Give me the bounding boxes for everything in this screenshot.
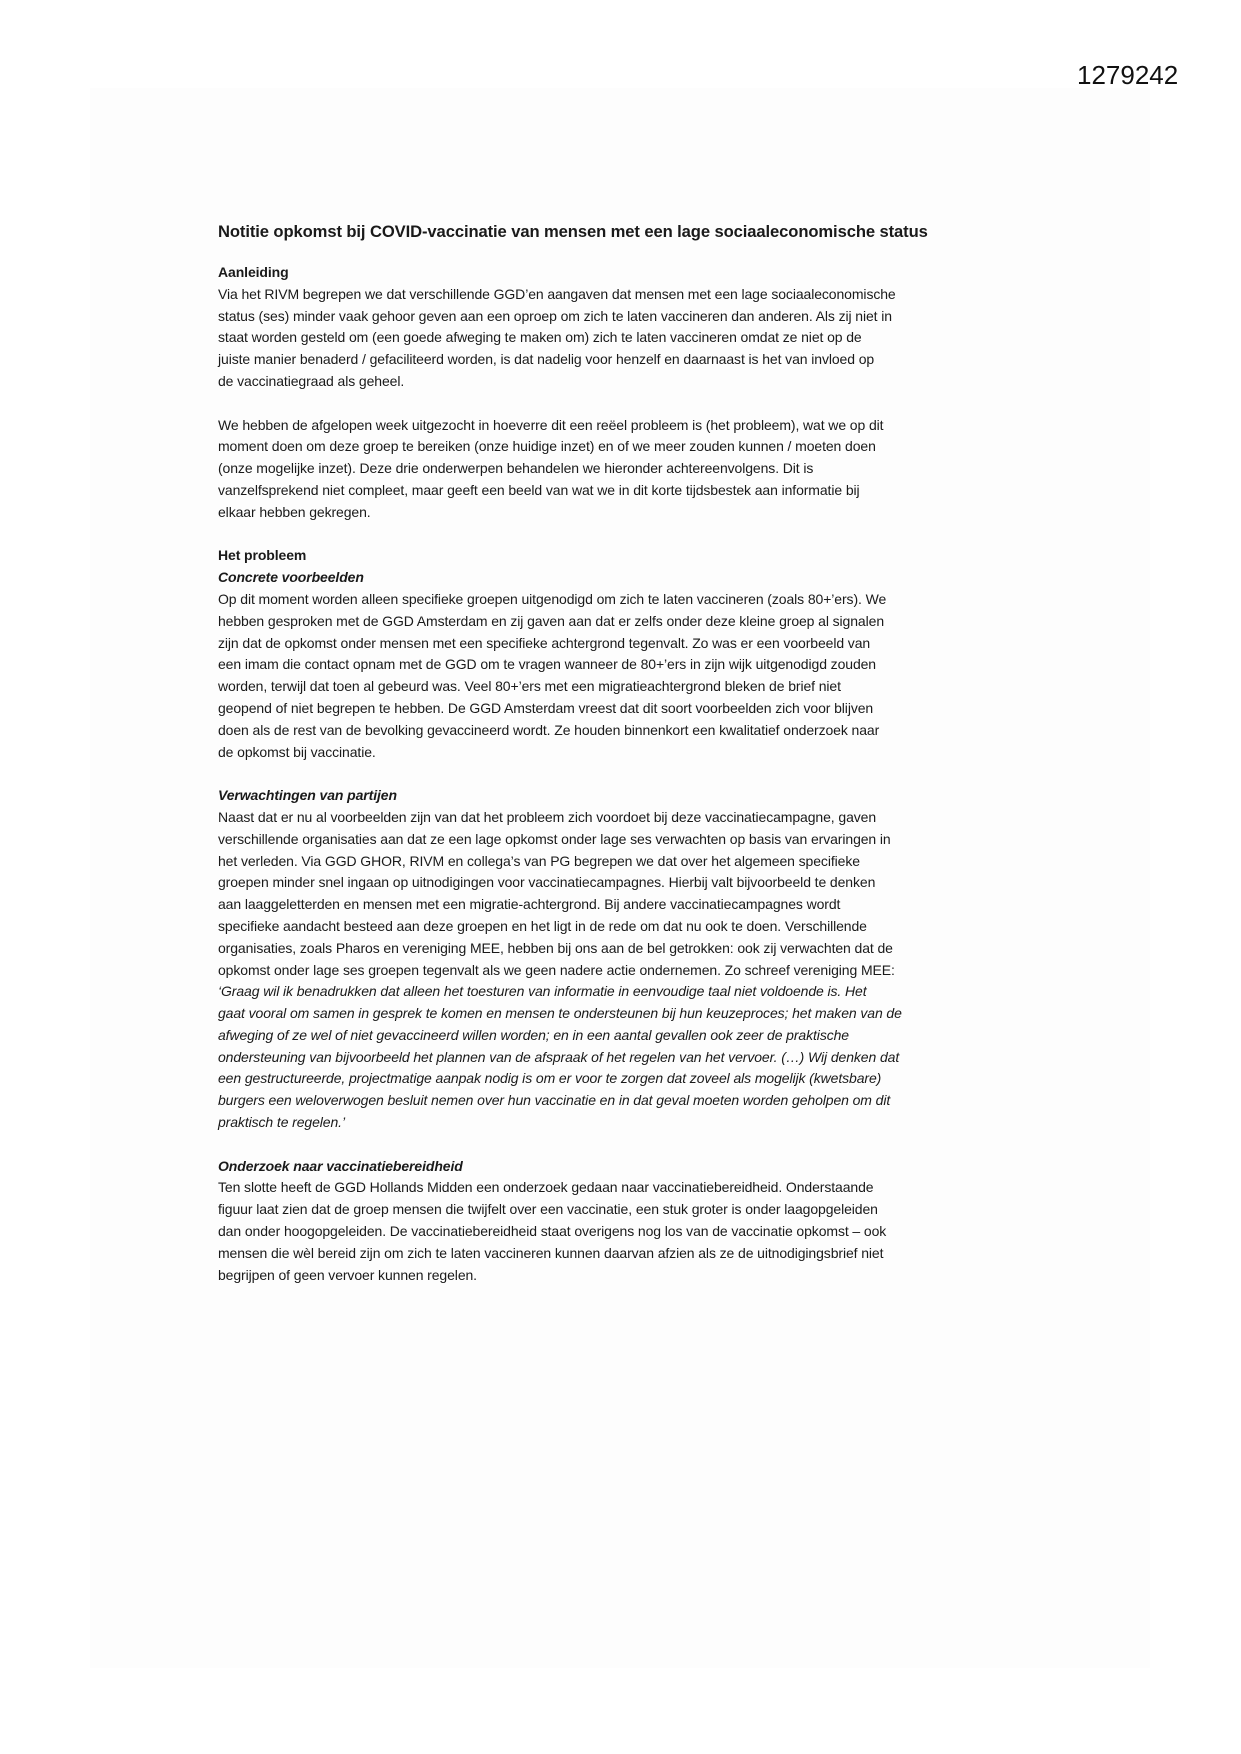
text-line: een gestructureerde, projectmatige aanpak nodig is om er voor te zorgen dat zoveel als mogelijk (kwetsbare) xyxy=(218,1070,882,1087)
text-line: begrijpen of geen vervoer kunnen regelen. xyxy=(218,1266,477,1283)
text-line: verschillende organisaties aan dat ze een lage opkomst onder lage ses verwachten op basis van ervaringen in xyxy=(218,830,891,847)
text-line: (onze mogelijke inzet). Deze drie onderwerpen behandelen we hieronder achtereenvolgens. Dit is xyxy=(218,460,814,477)
subheading-onderzoek: Onderzoek naar vaccinatiebereidheid xyxy=(218,1157,463,1174)
text-line: praktisch te regelen.’ xyxy=(218,1114,345,1131)
paragraph-aanleiding-2 xyxy=(218,415,1058,524)
text-line: figuur laat zien dat de groep mensen die twijfelt over een vaccinatie, een stuk groter is onder laagopgeleiden xyxy=(218,1201,878,1218)
paragraph-onderzoek xyxy=(218,1177,1058,1286)
subheading-concrete-voorbeelden: Concrete voorbeelden xyxy=(218,569,364,586)
heading-aanleiding: Aanleiding xyxy=(218,264,289,280)
text-line: ‘Graag wil ik benadrukken dat alleen het toesturen van informatie in eenvoudige taal niet voldoende is. Het xyxy=(218,983,867,1000)
text-line: afweging of ze wel of niet gevaccineerd willen worden; en in een aantal gevallen ook zeer de praktische xyxy=(218,1026,849,1043)
text-line: ondersteuning van bijvoorbeeld het plannen van de afspraak of het regelen van het vervoer. (…) Wij denken dat xyxy=(218,1048,900,1065)
text-line: worden, terwijl dat toen al gebeurd was. Veel 80+’ers met een migratieachtergrond bleken de brief niet xyxy=(218,678,841,695)
text-line: status (ses) minder vaak gehoor geven aan een oproep om zich te laten vaccineren dan anderen. Als zij niet in xyxy=(218,307,892,324)
subheading-verwachtingen: Verwachtingen van partijen xyxy=(218,787,397,804)
paragraph-verwachtingen xyxy=(218,807,1058,981)
text-line: specifieke aandacht besteed aan deze groepen en het ligt in de rede om dat nu ook te doen. Verschillende xyxy=(218,917,867,934)
document-title: Notitie opkomst bij COVID-vaccinatie van mensen met een lage sociaaleconomische status xyxy=(218,222,928,241)
text-line: hebben gesproken met de GGD Amsterdam en zij gaven aan dat er zelfs onder deze kleine groep al signalen xyxy=(218,612,885,629)
text-line: moment doen om deze groep te bereiken (onze huidige inzet) en of we meer zouden kunnen / moeten doen xyxy=(218,438,876,455)
text-line: juiste manier benaderd / gefaciliteerd worden, is dat nadelig voor henzelf en daarnaast is het van invloed op xyxy=(218,351,875,368)
document-number: 1279242 xyxy=(1077,60,1179,90)
text-line: Ten slotte heeft de GGD Hollands Midden een onderzoek gedaan naar vaccinatiebereidheid. Onderstaande xyxy=(218,1179,874,1196)
quote-mee xyxy=(218,981,1058,1134)
text-line: de opkomst bij vaccinatie. xyxy=(218,743,376,760)
text-line: elkaar hebben gekregen. xyxy=(218,503,371,520)
text-line: organisaties, zoals Pharos en vereniging MEE, hebben bij ons aan de bel getrokken: ook zij verwachten dat de xyxy=(218,939,893,956)
text-line: staat worden gesteld om (een goede afweging te maken om) zich te laten vaccineren omdat ze niet op de xyxy=(218,329,862,346)
text-line: het verleden. Via GGD GHOR, RIVM en collega’s van PG begrepen we dat over het algemeen specifieke xyxy=(218,852,860,869)
text-line: vanzelfsprekend niet compleet, maar geeft een beeld van wat we in dit korte tijdsbestek aan informatie bij xyxy=(218,481,860,498)
text-line: Via het RIVM begrepen we dat verschillende GGD’en aangaven dat mensen met een lage sociaaleconomische xyxy=(218,285,896,302)
paragraph-concrete-voorbeelden xyxy=(218,589,1058,763)
text-line: de vaccinatiegraad als geheel. xyxy=(218,372,405,389)
document-body xyxy=(218,220,1058,1286)
text-line: burgers een weloverwogen besluit nemen over hun vaccinatie en in dat geval moeten worden geholpen om dit xyxy=(218,1092,891,1109)
text-line: aan laaggeletterden en mensen met een migratie-achtergrond. Bij andere vaccinatiecampagnes wordt xyxy=(218,896,841,913)
text-line: opkomst onder lage ses groepen tegenvalt als we geen nadere actie ondernemen. Zo schreef vereniging MEE: xyxy=(218,961,895,978)
text-line: Op dit moment worden alleen specifieke groepen uitgenodigd om zich te laten vaccineren (zoals 80+’ers). We xyxy=(218,590,887,607)
text-line: geopend of niet begrepen te hebben. De GGD Amsterdam vreest dat dit soort voorbeelden zich voor blijven xyxy=(218,699,874,716)
text-line: Naast dat er nu al voorbeelden zijn van dat het probleem zich voordoet bij deze vaccinatiecampagne, gaven xyxy=(218,808,877,825)
text-line: doen als de rest van de bevolking gevaccineerd wordt. Ze houden binnenkort een kwalitatief onderzoek naar xyxy=(218,721,880,738)
text-line: We hebben de afgelopen week uitgezocht in hoeverre dit een reëel probleem is (het probleem), wat we op dit xyxy=(218,416,884,433)
paragraph-aanleiding-1 xyxy=(218,284,1058,393)
text-line: groepen minder snel ingaan op uitnodigingen voor vaccinatiecampagnes. Hierbij valt bijvoorbeeld te denken xyxy=(218,874,876,891)
text-line: gaat vooral om samen in gesprek te komen en mensen te ondersteunen bij hun keuzeproces; het maken van de xyxy=(218,1005,902,1022)
heading-probleem: Het probleem xyxy=(218,547,307,564)
text-line: zijn dat de opkomst onder mensen met een specifieke achtergrond tegenvalt. Zo was er een voorbeeld van xyxy=(218,634,871,651)
text-line: een imam die contact opnam met de GGD om te vragen wanneer de 80+’ers in zijn wijk uitgenodigd zouden xyxy=(218,656,876,673)
text-line: mensen die wèl bereid zijn om zich te laten vaccineren kunnen daarvan afzien als ze de uitnodigingsbrief niet xyxy=(218,1244,884,1261)
text-line: dan onder hoogopgeleiden. De vaccinatiebereidheid staat overigens nog los van de vaccinatie opkomst – ook xyxy=(218,1223,887,1240)
